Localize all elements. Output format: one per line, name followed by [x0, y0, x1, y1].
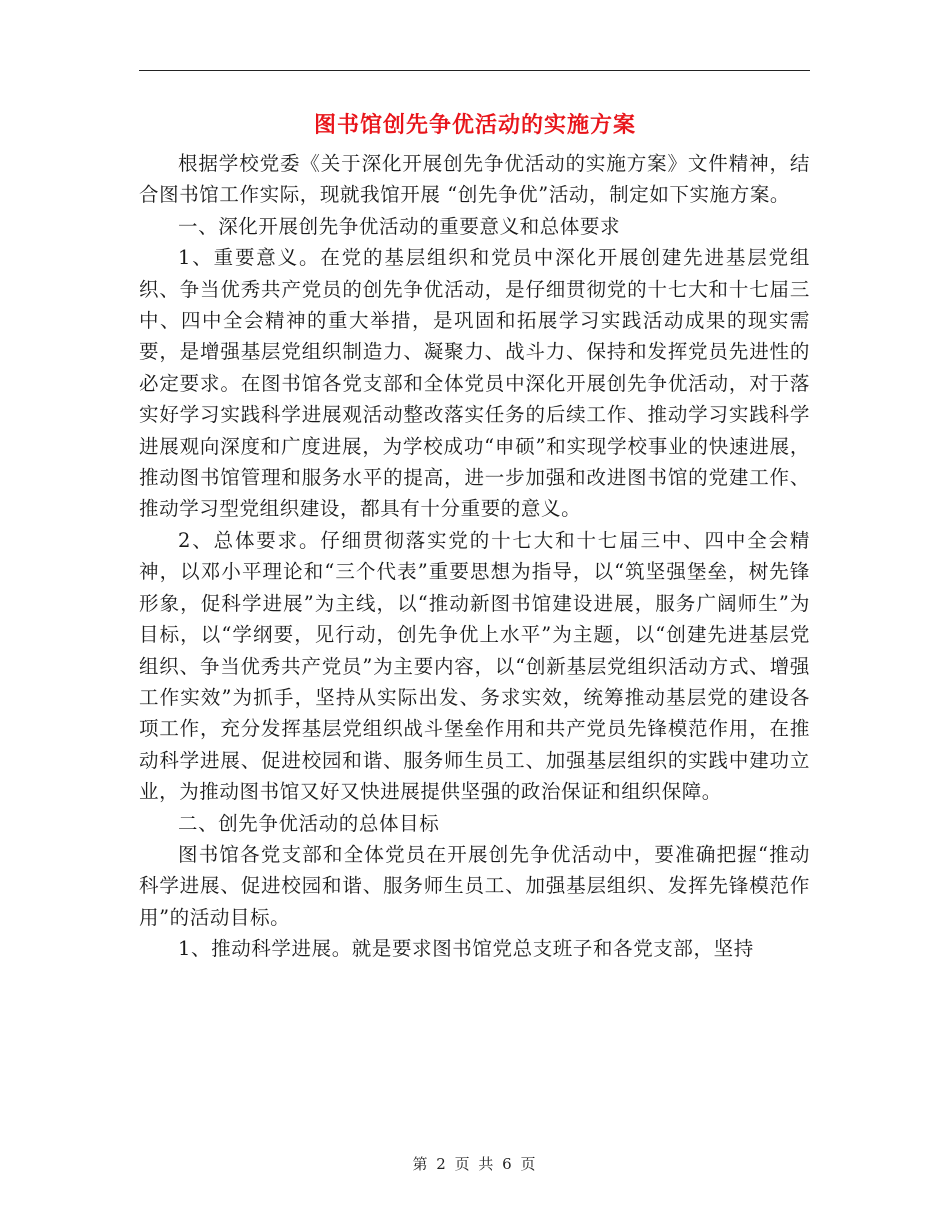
paragraph-significance: 1、重要意义。在党的基层组织和党员中深化开展创建先进基层党组织、争当优秀共产党员的创先争优活动，是仔细贯彻党的十七大和十七届三中、四中全会精神的重大举措，是巩固和拓展学习实践活动成果的现实需要，是增强基层党组织制造力、凝聚力、战斗力、保持和发挥党员先进性的必定要求。在图书馆各党支部和全体党员中深化开展创先争优活动，对于落实好学习实践科学进展观活动整改落实任务的后续工作、推动学习实践科学进展观向深度和广度进展，为学校成功“申硕”和实现学校事业的快速进展，推动图书馆管理和服务水平的提高，进一步加强和改进图书馆的党建工作、推动学习型党组织建设，都具有十分重要的意义。 — [139, 246, 810, 521]
paragraph-requirements: 2、总体要求。仔细贯彻落实党的十七大和十七届三中、四中全会精神，以邓小平理论和“三个代表”重要思想为指导，以“筑坚强堡垒，树先锋形象，促科学进展”为主线，以“推动新图书馆建设进展，服务广阔师生”为目标，以“学纲要，见行动，创先争优上水平”为主题，以“创建先进基层党组织、争当优秀共产党员”为主要内容，以“创新基层党组织活动方式、增强工作实效”为抓手，坚持从实际出发、务求实效，统筹推动基层党的建设各项工作，充分发挥基层党组织战斗堡垒作用和共产党员先锋模范作用，在推动科学进展、促进校园和谐、服务师生员工、加强基层组织的实践中建功立业，为推动图书馆又好又快进展提供坚强的政治保证和组织保障。 — [139, 528, 810, 804]
document-title: 图书馆创先争优活动的实施方案 — [313, 112, 636, 138]
section-heading-1: 一、深化开展创先争优活动的重要意义和总体要求 — [178, 214, 621, 238]
page-footer: 第 2 页 共 6 页 — [412, 1155, 538, 1173]
paragraph-intro: 根据学校党委《关于深化开展创先争优活动的实施方案》文件精神，结合图书馆工作实际，现就我馆开展 “创先争优”活动，制定如下实施方案。 — [139, 152, 810, 207]
paragraph-goal-1: 1、推动科学进展。就是要求图书馆党总支班子和各党支部，坚持 — [178, 937, 754, 961]
paragraph-goals: 图书馆各党支部和全体党员在开展创先争优活动中，要准确把握“推动科学进展、促进校园和谐、服务师生员工、加强基层组织、发挥先锋模范作用”的活动目标。 — [139, 842, 810, 929]
document-body — [139, 148, 810, 965]
section-heading-2: 二、创先争优活动的总体目标 — [178, 811, 440, 835]
header-rule — [139, 70, 810, 71]
